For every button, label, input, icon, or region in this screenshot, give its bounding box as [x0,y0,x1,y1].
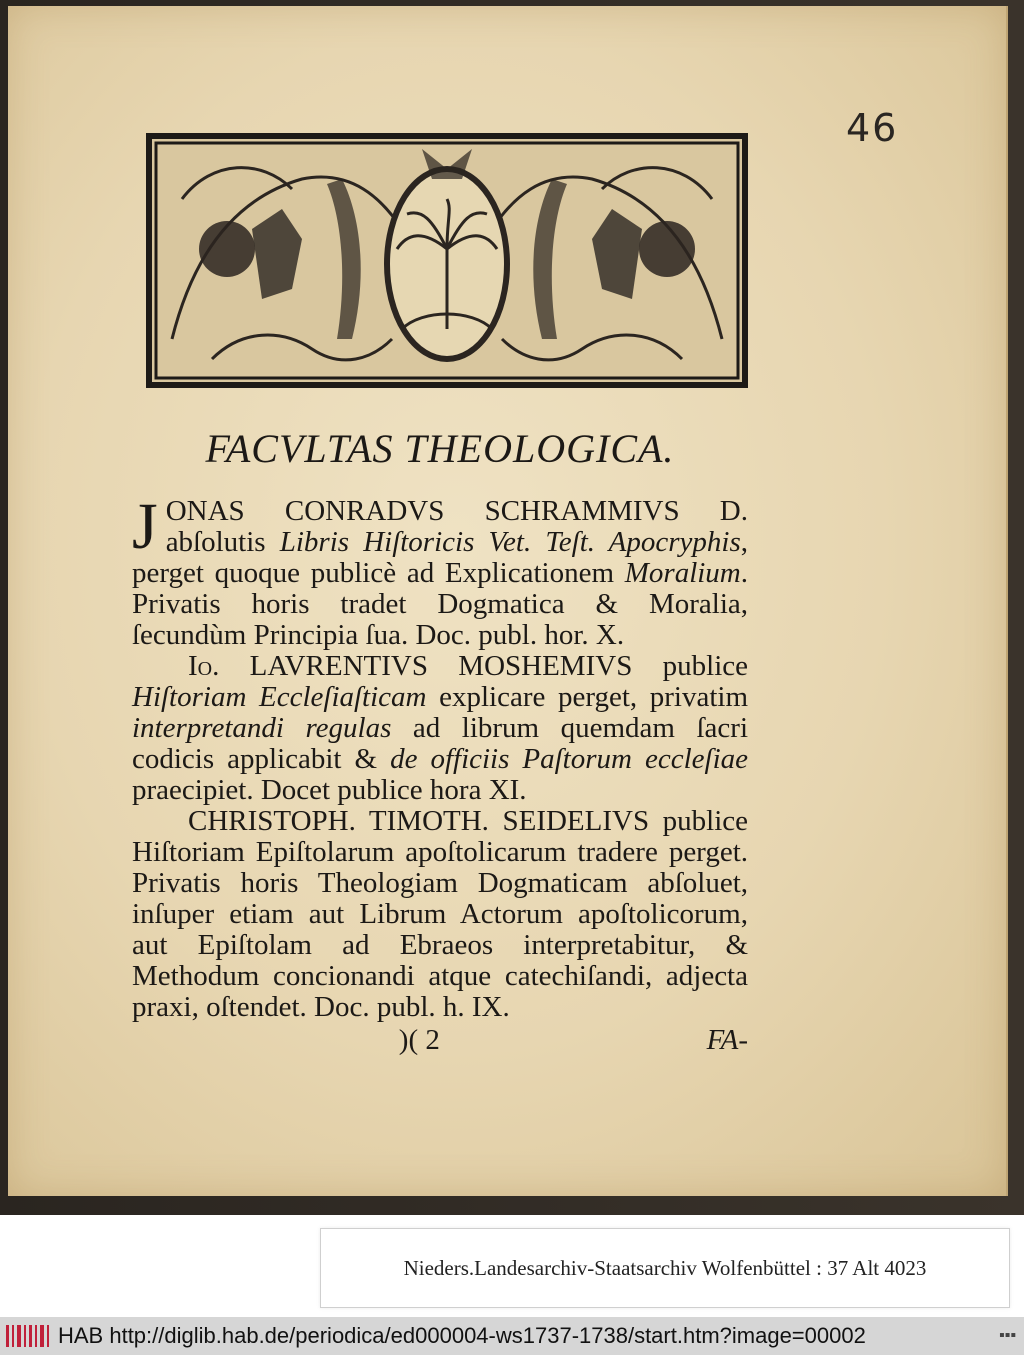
text-run: praecipiet. Docet publice hora XI. [132,774,527,806]
palm-tree-ornament-icon [152,139,742,382]
italic-run: Hiſtoriam Eccleſiaſticam [132,681,427,713]
document-page [8,6,1008,1196]
page-number: 46 [846,106,899,150]
ornamental-vignette [146,133,748,388]
archive-label: Nieders.Landesarchiv-Staatsarchiv Wolfenbüttel : 37 Alt 4023 [320,1228,1010,1308]
italic-run: interpretandi regulas [132,712,392,744]
signature-mark: )( 2 [398,1024,440,1056]
text-run: ad librum quemdam ſacri codicis applicabit & [132,712,749,775]
italic-run: Moralium [624,557,741,589]
catchword: FA- [706,1024,748,1056]
text-run: D. abſolutis [165,495,748,558]
text-run: , perget quoque publicè ad Explicationem [132,526,749,589]
faculty-text-block [132,426,748,1056]
text-run: . Privatis horis tradet Dogmatica & Moralia, ſecundùm Principia ſua. Doc. publ. hor. X. [132,557,748,651]
drop-cap: J [132,490,158,563]
more-icon[interactable]: ▪▪▪ [998,1327,1016,1344]
author-name: Io. LAVRENTIVS MOSHEMIVS [188,650,633,682]
page-footline [132,1025,748,1056]
text-run: publice [632,650,749,682]
italic-run: Libris Hiſtoricis Vet. Teſt. Apocryphis [279,526,741,558]
text-run: explicare perget, privatim [426,681,749,713]
barcode-logo-icon [4,1322,52,1350]
author-name: ONAS CONRADVS SCHRAMMIVS [165,495,680,527]
footer-url-text[interactable]: HAB http://diglib.hab.de/periodica/ed000004-ws1737-1738/start.htm?image=00002 [58,1323,866,1348]
text-run: publice Hiſtoriam Epiſtolarum apoſtolicarum tradere perget. Privatis horis Theologiam Dogmaticam abſoluet, inſuper etiam aut Librum Actorum apoſtolicorum, aut Epiſtolam ad Ebraeos interpretabitur, & Methodum concionandi atque catechiſandi, adjecta praxi, oſtendet. Doc. publ. h. IX. [132,805,748,1023]
entry-seidelius [132,806,748,1023]
footer-bar [0,1317,1024,1355]
author-name: CHRISTOPH. TIMOTH. SEIDELIVS [188,805,650,837]
entry-moshemius [132,651,748,806]
entry-schrammius [132,490,749,651]
italic-run: de officiis Paſtorum eccleſiae [390,743,749,775]
section-heading: FACVLTAS THEOLOGICA. [205,426,675,471]
